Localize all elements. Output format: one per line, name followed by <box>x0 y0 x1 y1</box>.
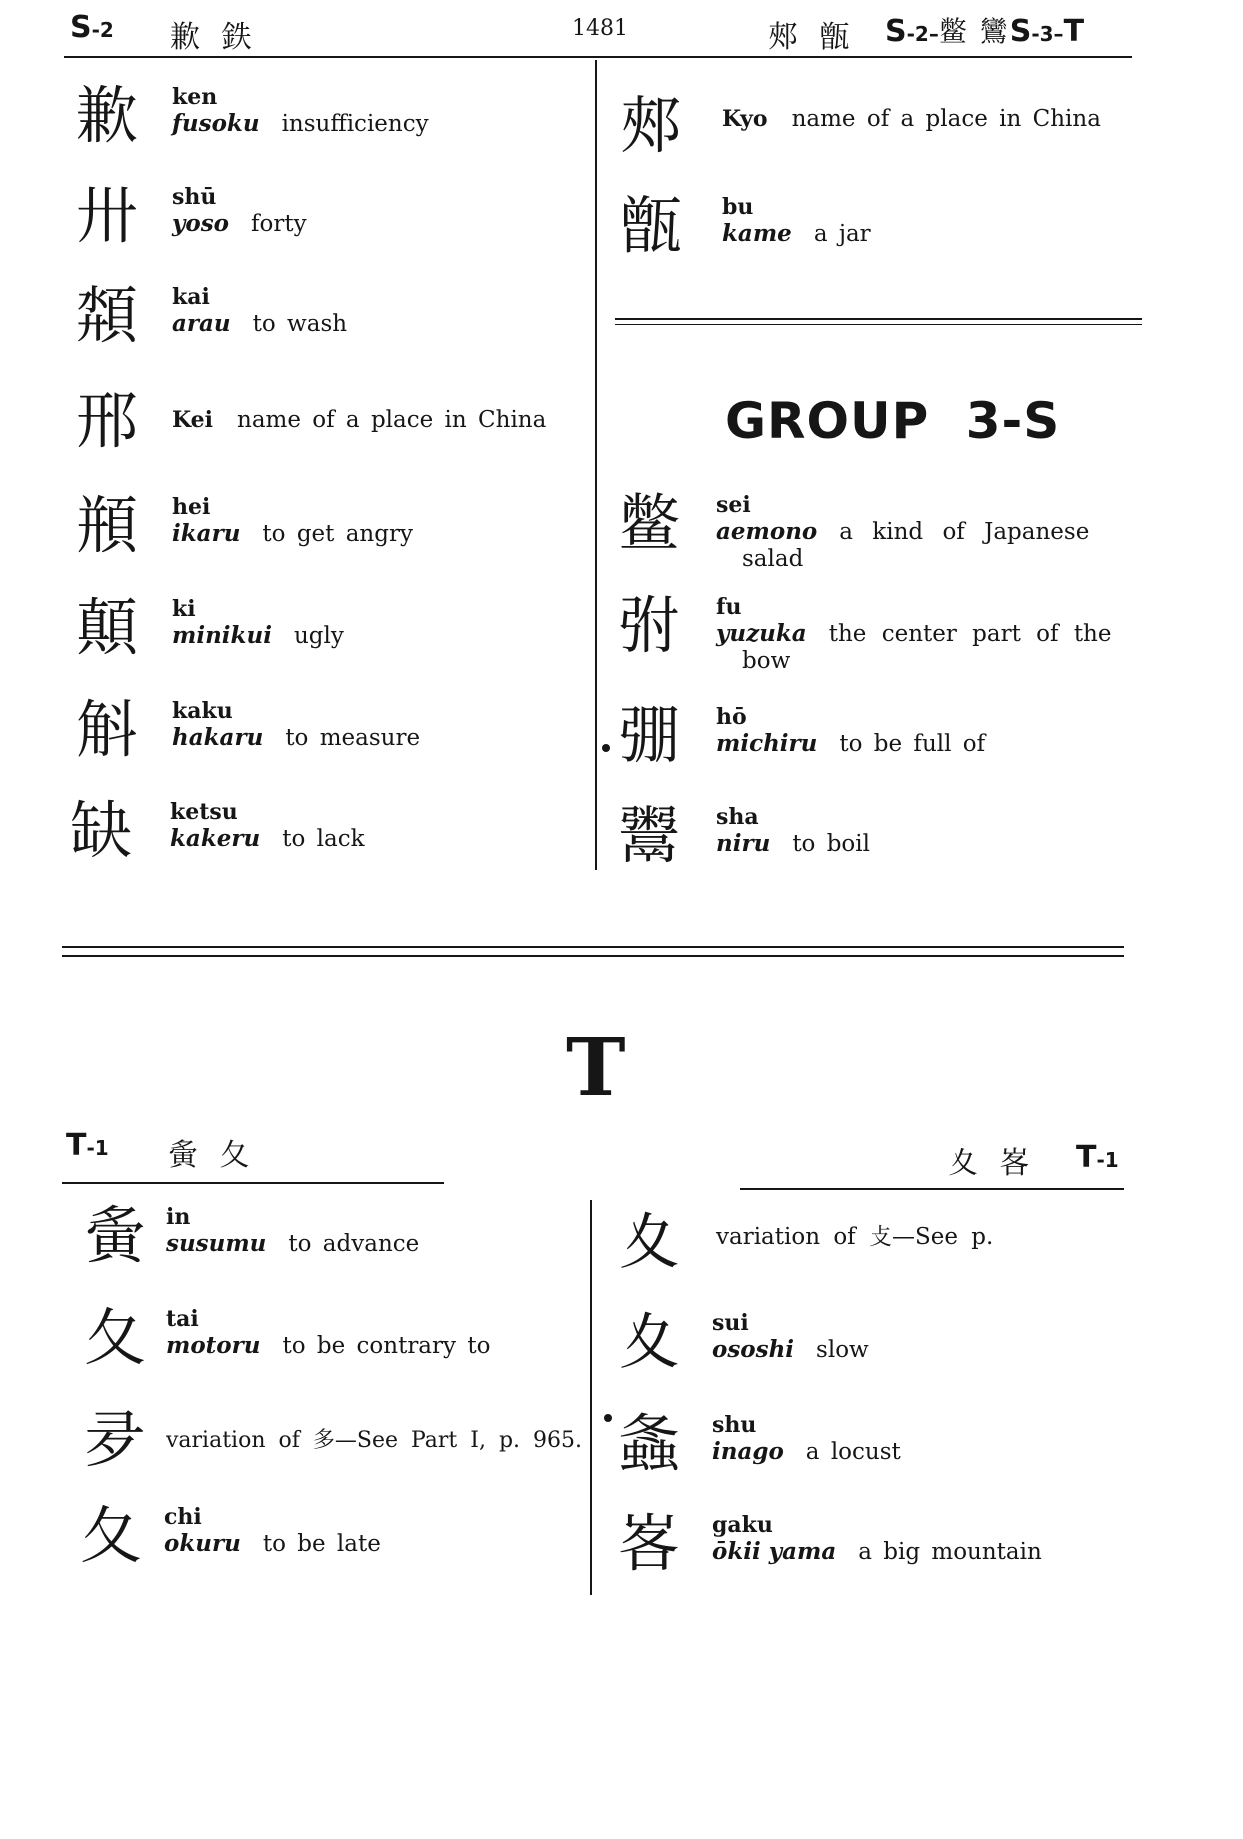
entry-romaji: yuzuka <box>716 620 807 647</box>
entry-romaji: inago <box>712 1438 784 1465</box>
entry-kanji: 峉 <box>618 1507 681 1580</box>
entry-meaning: slow <box>816 1337 869 1363</box>
t-header-left-rule <box>62 1182 444 1184</box>
entry-reading: hei <box>172 494 211 520</box>
entry-romaji: fusoku <box>172 110 260 137</box>
entry-kanji: 夤 <box>84 1199 147 1272</box>
entry-variation-ta <box>84 1404 584 1494</box>
entry-kanji: 夛 <box>84 1403 147 1476</box>
entry-romaji: arau <box>172 310 231 337</box>
entry-meaning: insufficiency <box>281 111 429 137</box>
entry-kanji: 卅 <box>76 179 139 252</box>
entry-romaji: ikaru <box>172 520 241 547</box>
entry-kanji: 歉 <box>76 79 139 152</box>
entry-reading: ketsu <box>170 799 238 825</box>
entry-kaku <box>76 694 576 784</box>
entry-meaning-cont: salad <box>742 546 804 572</box>
entry-reading: hō <box>716 704 747 730</box>
entry-meaning: the center part of the <box>828 621 1112 647</box>
entry-kanji: 夊 <box>618 1205 681 1278</box>
entry-romaji: niru <box>716 830 771 857</box>
entry-meaning: to get angry <box>262 521 413 547</box>
entry-reading: ken <box>172 84 218 110</box>
entry-kanji: 邢 <box>76 384 139 457</box>
entry-in <box>84 1200 584 1290</box>
entry-meaning: to measure <box>285 725 421 751</box>
entry-meaning: name of a place in China <box>791 106 1101 132</box>
entry-romaji: ososhi <box>712 1336 795 1363</box>
entry-meaning: to wash <box>252 311 348 337</box>
entry-reading: kai <box>172 284 210 310</box>
entry-kanji: 郟 <box>620 89 683 162</box>
entry-kanji: 鬻 <box>618 799 681 872</box>
entry-meaning: to be late <box>262 1531 381 1557</box>
entry-hei <box>76 490 576 580</box>
entry-meaning: a big mountain <box>858 1539 1042 1565</box>
entry-kanji: 顛 <box>76 591 139 664</box>
entry-variation-pu <box>618 1206 1138 1296</box>
entry-romaji: kakeru <box>170 825 261 852</box>
entry-kanji: 螽 <box>618 1407 681 1480</box>
entry-reading: gaku <box>712 1512 773 1538</box>
entry-romaji: motoru <box>166 1332 261 1359</box>
entry-meaning: to be contrary to <box>282 1333 491 1359</box>
entry-reading: chi <box>164 1504 202 1530</box>
entry-kanji: 夊 <box>618 1305 681 1378</box>
entry-reading: sui <box>712 1310 749 1336</box>
entry-reading: fu <box>716 594 742 620</box>
entry-meaning-cont: bow <box>742 648 791 674</box>
t-header-left-kanji: 夤 夂 <box>168 1138 256 1173</box>
section-rule-lower <box>62 955 1124 957</box>
margin-dot <box>602 744 610 752</box>
header-rule <box>64 56 1132 58</box>
header-right-code: S-2–鳖 鸞S-3–T <box>885 14 1085 49</box>
entry-reading: Kei <box>172 407 213 433</box>
entry-kei <box>76 385 586 475</box>
entry-reading: kaku <box>172 698 233 724</box>
group-rule-upper <box>615 318 1142 320</box>
entry-meaning: name of a place in China <box>237 407 547 433</box>
entry-meaning: to be full of <box>839 731 986 757</box>
entry-kanji: 頮 <box>76 279 139 352</box>
entry-tai <box>84 1302 584 1392</box>
entry-romaji: minikui <box>172 622 272 649</box>
entry-kanji: 夂 <box>84 1301 147 1374</box>
section-rule-upper <box>62 946 1124 948</box>
t-header-right-kanji: 夊 峉 <box>948 1146 1036 1181</box>
entry-shu <box>76 180 576 270</box>
entry-kanji: 缺 <box>70 794 133 867</box>
entry-kyo <box>620 90 1140 180</box>
t-header-left-code: T-1 <box>66 1128 109 1163</box>
entry-kanji: 弸 <box>618 699 681 772</box>
entry-meaning: forty <box>251 211 307 237</box>
entry-kanji: 頩 <box>76 489 139 562</box>
entry-reading: Kyo <box>722 106 768 132</box>
entry-ketsu <box>70 795 570 885</box>
margin-dot <box>604 1414 612 1422</box>
entry-kanji: 鳖 <box>618 487 681 560</box>
entry-meaning: to boil <box>792 831 870 857</box>
entry-ki <box>76 592 576 682</box>
t-header-right-code: T-1 <box>1076 1140 1119 1175</box>
entry-meaning: a locust <box>805 1439 901 1465</box>
entry-crossref: variation of 攴—See p. <box>716 1224 994 1250</box>
entry-sui <box>618 1306 1138 1396</box>
entry-crossref: variation of 多—See Part I, p. 965. <box>166 1428 582 1453</box>
entry-reading: in <box>166 1204 191 1230</box>
entry-romaji: susumu <box>166 1230 267 1257</box>
column-divider-top <box>595 60 597 870</box>
entry-reading: ki <box>172 596 196 622</box>
entry-romaji: okuru <box>164 1530 241 1557</box>
entry-gaku <box>618 1508 1138 1598</box>
entry-reading: sha <box>716 804 759 830</box>
entry-meaning: a jar <box>813 221 871 247</box>
entry-sei <box>618 488 1143 588</box>
entry-romaji: aemono <box>716 518 818 545</box>
entry-reading: bu <box>722 194 754 220</box>
entry-kanji: 弣 <box>618 589 681 662</box>
entry-kanji: 夂 <box>80 1499 143 1572</box>
header-left-code: S-2 <box>70 10 114 45</box>
entry-romaji: yoso <box>172 210 229 237</box>
entry-bu <box>620 190 1140 280</box>
page-number: 1481 <box>572 16 628 41</box>
entry-reading: sei <box>716 492 751 518</box>
entry-kanji: 甑 <box>620 189 683 262</box>
entry-shu-locust <box>618 1408 1138 1498</box>
group-title: GROUP 3-S <box>725 392 1061 450</box>
group-rule-lower <box>615 324 1142 325</box>
entry-ho <box>618 700 1143 790</box>
column-divider-bottom <box>590 1200 592 1595</box>
entry-romaji: ōkii yama <box>712 1538 837 1565</box>
entry-romaji: hakaru <box>172 724 264 751</box>
entry-kanji: 斛 <box>76 693 139 766</box>
entry-reading: shū <box>172 184 217 210</box>
entry-meaning: ugly <box>293 623 344 649</box>
entry-reading: shu <box>712 1412 757 1438</box>
header-right-kanji: 郟 甑 <box>768 20 856 55</box>
entry-meaning: a kind of Japanese <box>839 519 1090 545</box>
entry-reading: tai <box>166 1306 199 1332</box>
entry-ken <box>76 80 576 170</box>
entry-kai <box>76 280 576 370</box>
header-left-kanji: 歉 鉄 <box>170 20 258 55</box>
section-letter: T <box>566 1020 626 1114</box>
entry-meaning: to advance <box>288 1231 420 1257</box>
entry-meaning: to lack <box>282 826 365 852</box>
entry-fu <box>618 590 1143 690</box>
entry-sha <box>618 800 1143 890</box>
t-header-right-rule <box>740 1188 1124 1190</box>
entry-romaji: kame <box>722 220 792 247</box>
entry-chi <box>80 1500 580 1590</box>
entry-romaji: michiru <box>716 730 818 757</box>
